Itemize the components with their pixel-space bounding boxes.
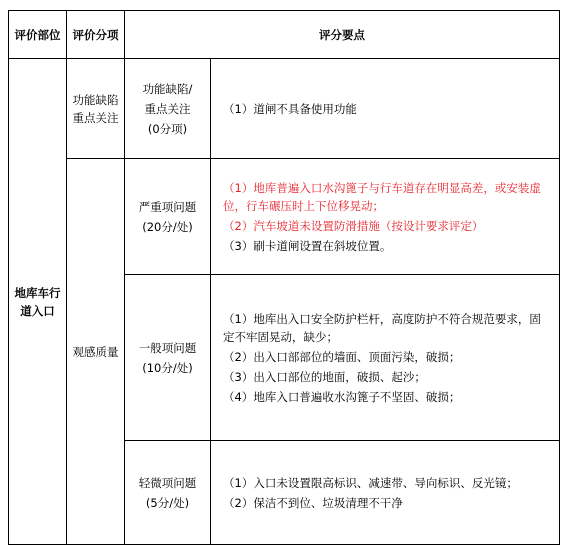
header-part: 评价部位	[9, 11, 67, 59]
func-cat-line: (0分项)	[147, 121, 188, 136]
minor-cat-line: 轻微项问题	[138, 475, 197, 490]
minor-point: （1）入口未设置限高标识、减速带、导向标识、反光镜；	[223, 475, 518, 490]
normal-point: （2）出入口部部位的墙面、顶面污染，破损；	[223, 349, 461, 364]
minor-category-cell	[125, 441, 211, 545]
serious-point: （3）刷卡道闸设置在斜坡位置。	[223, 238, 392, 253]
minor-points-cell	[211, 441, 560, 545]
visual-sub-label: 观感质量	[72, 344, 119, 359]
func-point: （1）道闸不具备使用功能	[223, 101, 357, 116]
minor-point: （2）保洁不到位、垃圾清理不干净	[223, 495, 403, 510]
serious-points-cell	[211, 159, 560, 275]
header-points: 评分要点	[125, 11, 560, 59]
serious-cat-line: 严重项问题	[138, 199, 197, 214]
normal-category-cell	[125, 275, 211, 441]
normal-point: （3）出入口部位的地面，破损、起沙；	[223, 369, 426, 384]
table-row-function	[9, 59, 560, 159]
normal-points-cell	[211, 275, 560, 441]
func-sub-cell	[67, 59, 125, 159]
func-points-cell	[211, 59, 560, 159]
header-sub: 评价分项	[67, 11, 125, 59]
evaluation-table	[8, 10, 560, 545]
serious-cat-line: (20分/处)	[142, 219, 193, 234]
serious-point-red: （2）汽车坡道未设置防滑措施（按设计要求评定）	[223, 218, 484, 233]
normal-point: （4）地库入口普遍收水沟篦子不坚固、破损；	[223, 389, 461, 404]
normal-point: （1）地库出入口安全防护栏杆，高度防护不符合规范要求，固定不牢固晃动，缺少；	[223, 311, 541, 344]
normal-cat-line: (10分/处)	[142, 360, 193, 375]
normal-cat-line: 一般项问题	[138, 340, 197, 355]
func-cat-line: 重点关注	[144, 101, 191, 116]
minor-cat-line: (5分/处)	[145, 495, 190, 510]
serious-point-red: （1）地库普遍入口水沟篦子与行车道存在明显高差，或安装虚位，行车碾压时上下位移晃动；	[223, 180, 541, 213]
table-row-serious	[9, 159, 560, 275]
serious-category-cell	[125, 159, 211, 275]
func-cat-line: 功能缺陷/	[142, 81, 193, 96]
func-category-cell	[125, 59, 211, 159]
part-cell	[9, 59, 67, 545]
func-sub-label: 功能缺陷重点关注	[72, 92, 119, 125]
header-row	[9, 11, 560, 59]
part-label: 地库车行道入口	[14, 285, 61, 318]
visual-sub-cell	[67, 159, 125, 545]
